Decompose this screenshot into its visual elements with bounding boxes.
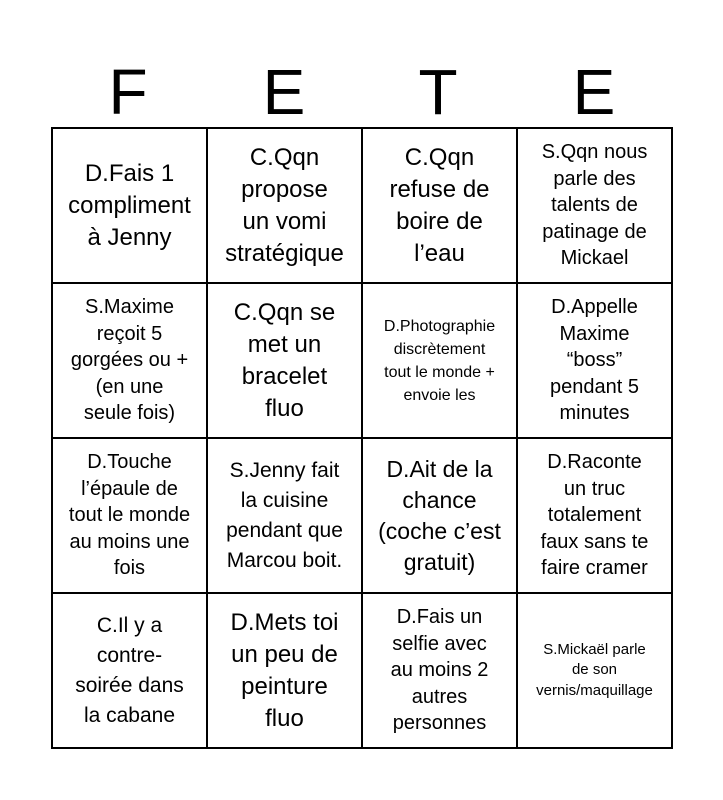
bingo-cell[interactable]: D.Raconte un truc totalement faux sans te faire cramer bbox=[518, 439, 673, 594]
bingo-cell[interactable]: D.Photographie discrètement tout le monde + envoie les bbox=[363, 284, 518, 439]
bingo-cell[interactable]: D.Mets toi un peu de peinture fluo bbox=[208, 594, 363, 749]
bingo-cell[interactable]: D.Ait de la chance (coche c’est gratuit) bbox=[363, 439, 518, 594]
bingo-cell[interactable]: S.Maxime reçoit 5 gorgées ou + (en une seule fois) bbox=[53, 284, 208, 439]
title-letter-e: E bbox=[262, 56, 306, 128]
bingo-cell[interactable]: C.Qqn propose un vomi stratégique bbox=[208, 129, 363, 284]
bingo-cell[interactable]: D.Appelle Maxime “boss” pendant 5 minutes bbox=[518, 284, 673, 439]
bingo-cell[interactable]: S.Qqn nous parle des talents de patinage de Mickael bbox=[518, 129, 673, 284]
bingo-cell[interactable]: C.Qqn se met un bracelet fluo bbox=[208, 284, 363, 439]
bingo-cell[interactable]: C.Il y a contre- soirée dans la cabane bbox=[53, 594, 208, 749]
title-letter-t: T bbox=[418, 56, 458, 128]
bingo-cell[interactable]: C.Qqn refuse de boire de l’eau bbox=[363, 129, 518, 284]
bingo-cell[interactable]: D.Fais un selfie avec au moins 2 autres personnes bbox=[363, 594, 518, 749]
bingo-cell[interactable]: S.Mickaël parle de son vernis/maquillage bbox=[518, 594, 673, 749]
title-letter-f: F bbox=[108, 56, 148, 128]
bingo-grid bbox=[51, 127, 673, 749]
bingo-cell[interactable]: S.Jenny fait la cuisine pendant que Marcou boit. bbox=[208, 439, 363, 594]
title-letter-e2: E bbox=[572, 56, 616, 128]
bingo-cell[interactable]: D.Touche l’épaule de tout le monde au moins une fois bbox=[53, 439, 208, 594]
bingo-cell[interactable]: D.Fais 1 compliment à Jenny bbox=[53, 129, 208, 284]
